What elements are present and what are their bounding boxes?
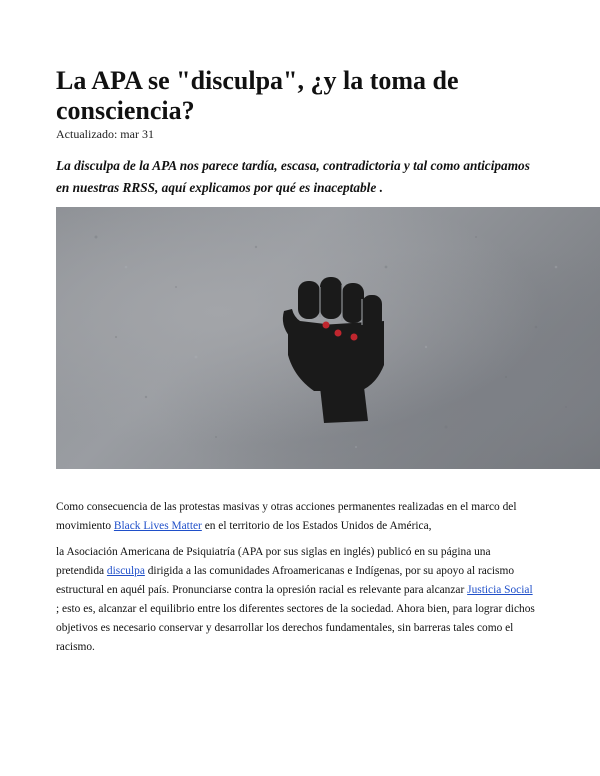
paragraph-1-text-b: en el territorio de los Estados Unidos de América, xyxy=(201,520,432,532)
justicia-social-link[interactable]: Justicia Social xyxy=(467,584,533,596)
raised-fist-icon xyxy=(56,207,600,469)
article-title: La APA se "disculpa", ¿y la toma de consciencia? xyxy=(56,66,459,125)
paragraph-2-text-a: la Asociación Americana de Psiquiatría (APA por sus siglas en inglés) publicó en su página una pretendida xyxy=(56,546,491,577)
hero-image xyxy=(56,207,600,469)
paragraph-2 xyxy=(56,543,536,657)
paragraph-2-text-b: dirigida a las comunidades Afroamericanas e Indígenas, por su apoyo al racismo estructural en aquél país. Pronunciarse contra la opresión racial es relevante para alcanzar xyxy=(56,565,515,596)
article-lead: La disculpa de la APA nos parece tardía, escasa, contradictoria y tal como anticipamos en nuestras RRSS, aquí explicamos por qué es inaceptable . xyxy=(56,158,530,195)
paragraph-1 xyxy=(56,498,536,536)
paragraph-1-text-a: Como consecuencia de las protestas masivas y otras acciones permanentes realizadas en el marco del movimiento xyxy=(56,501,517,532)
paragraph-2-text-c: ; esto es, alcanzar el equilibrio entre los diferentes sectores de la sociedad. Ahora bien, para lograr dichos objetivos es necesario conservar y desarrollar los derechos fundamentales, sin barreras tales como el racismo. xyxy=(56,603,535,653)
updated-date: Actualizado: mar 31 xyxy=(56,127,154,141)
disculpa-link[interactable]: disculpa xyxy=(106,565,145,577)
black-lives-matter-link[interactable]: Black Lives Matter xyxy=(113,520,202,532)
